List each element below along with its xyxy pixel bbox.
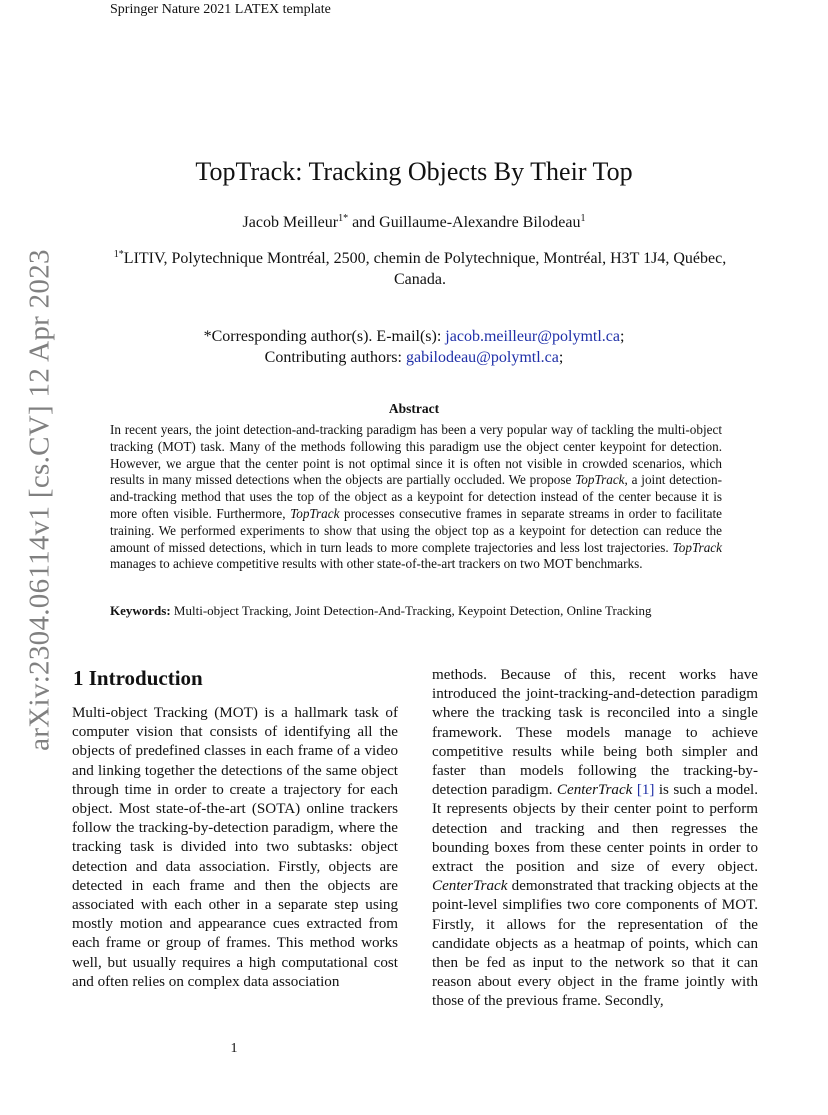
running-header: Springer Nature 2021 LATEX template [110,2,331,17]
right-part-2: is such a model. It represents objects by their center point to perform detection and tracking and then regresses the bounding boxes from these center points in order to extract the position and size of every object. [432,782,759,876]
right-part-3: demonstrated that tracking objects at the point-level simplifies two core components of MOT. Firstly, it allows for the representation of the candidate objects as a heatmap of points, which can then be fed as input to the network so that it can reason about every object in the frame jointly with those of the previous frame. Secondly, [432,878,758,1010]
keywords [110,603,722,619]
abstract-method-name-2: TopTrack [290,505,340,521]
abstract-part-3: processes consecutive frames in separate streams in order to facilitate training. We performed experiments to show that using the object top as a keypoint for detection can reduce the amount of missed detections, which in turn leads to more complete trajectories and less lost trajectories. [110,505,722,555]
affiliation-text: LITIV, Polytechnique Montréal, 2500, chemin de Polytechnique, Montréal, H3T 1J4, Québec, Canada. [123,250,727,288]
abstract-part-2: , a joint detection-and-tracking method that uses the top of the object as a keypoint for detection instead of the center because it is more often visible. Furthermore, [110,472,722,521]
right-method-name-2: CenterTrack [432,878,508,895]
email-sep-1: ; [619,328,625,345]
author-2: and Guillaume-Alexandre Bilodeau [348,214,581,231]
keywords-label: Keywords: [110,603,171,618]
right-part-1: methods. Because of this, recent works have introduced the joint-tracking-and-detection paradigm where the tracking task is reconciled into a single framework. These models manage to achieve competitive results while being both simpler and faster than models following the tracking-by-detection paradigm. [432,667,758,799]
page-number: 1 [230,1041,238,1056]
section-heading: 1 Introduction [73,666,203,690]
left-column-text: Multi-object Tracking (MOT) is a hallmark task of computer vision that consists of identifying all the objects of predefined classes in each frame of a video and linking together the detections of the same object through time in order to create a trajectory for each object. Most state-of-the-art (SOTA) online trackers follow the tracking-by-detection paradigm, where the tracking task is divided into two subtasks: object detection and data association. Firstly, objects are detected in each frame and then the objects are associated with each other in a separate step using mostly motion and appearance cues extracted from each frame or group of frames. This method works well, but usually requires a high computational cost and often relies on complex data association [72,705,398,990]
email-link-1[interactable]: jacob.meilleur@polymtl.ca [445,328,620,345]
abstract-part-1: In recent years, the joint detection-and-tracking paradigm has been a very popular way of tackling the multi-object tracking (MOT) task. Many of the methods following this paradigm use the object center keypoint for detection. However, we argue that the center point is not optimal since it is often not visible in crowded scenarios, which results in many missed detections when the objects are partially occluded. We propose [110,422,722,488]
right-column-text [432,666,758,1012]
paper-title: TopTrack: Tracking Objects By Their Top [195,157,633,186]
abstract-part-4: manages to achieve competitive results with other state-of-the-art trackers on two MOT benchmarks. [110,556,643,572]
abstract-method-name-1: TopTrack [575,472,625,488]
keywords-text: Multi-object Tracking, Joint Detection-And-Tracking, Keypoint Detection, Online Tracking [170,603,652,618]
citation-link[interactable]: [1] [636,782,655,799]
corresponding-line [0,326,828,347]
right-method-name-1: CenterTrack [556,782,633,799]
abstract-heading: Abstract [388,401,440,416]
affiliation [100,248,740,290]
correspondence-block [0,326,828,368]
abstract-body [110,422,722,573]
corresponding-label: *Corresponding author(s). E-mail(s): [203,328,446,345]
abstract-method-name-3: TopTrack [672,539,722,555]
author-1-affil-mark: 1* [338,213,349,224]
author-list [0,214,828,232]
arxiv-identifier: arXiv:2304.06114v1 [cs.CV] 12 Apr 2023 [23,249,56,751]
email-sep-2: ; [558,349,564,366]
author-1: Jacob Meilleur [242,214,339,231]
contributing-line [0,347,828,368]
affiliation-mark: 1* [113,249,124,260]
author-2-affil-mark: 1 [580,213,586,224]
contributing-label: Contributing authors: [264,349,406,366]
email-link-2[interactable]: gabilodeau@polymtl.ca [405,349,559,366]
